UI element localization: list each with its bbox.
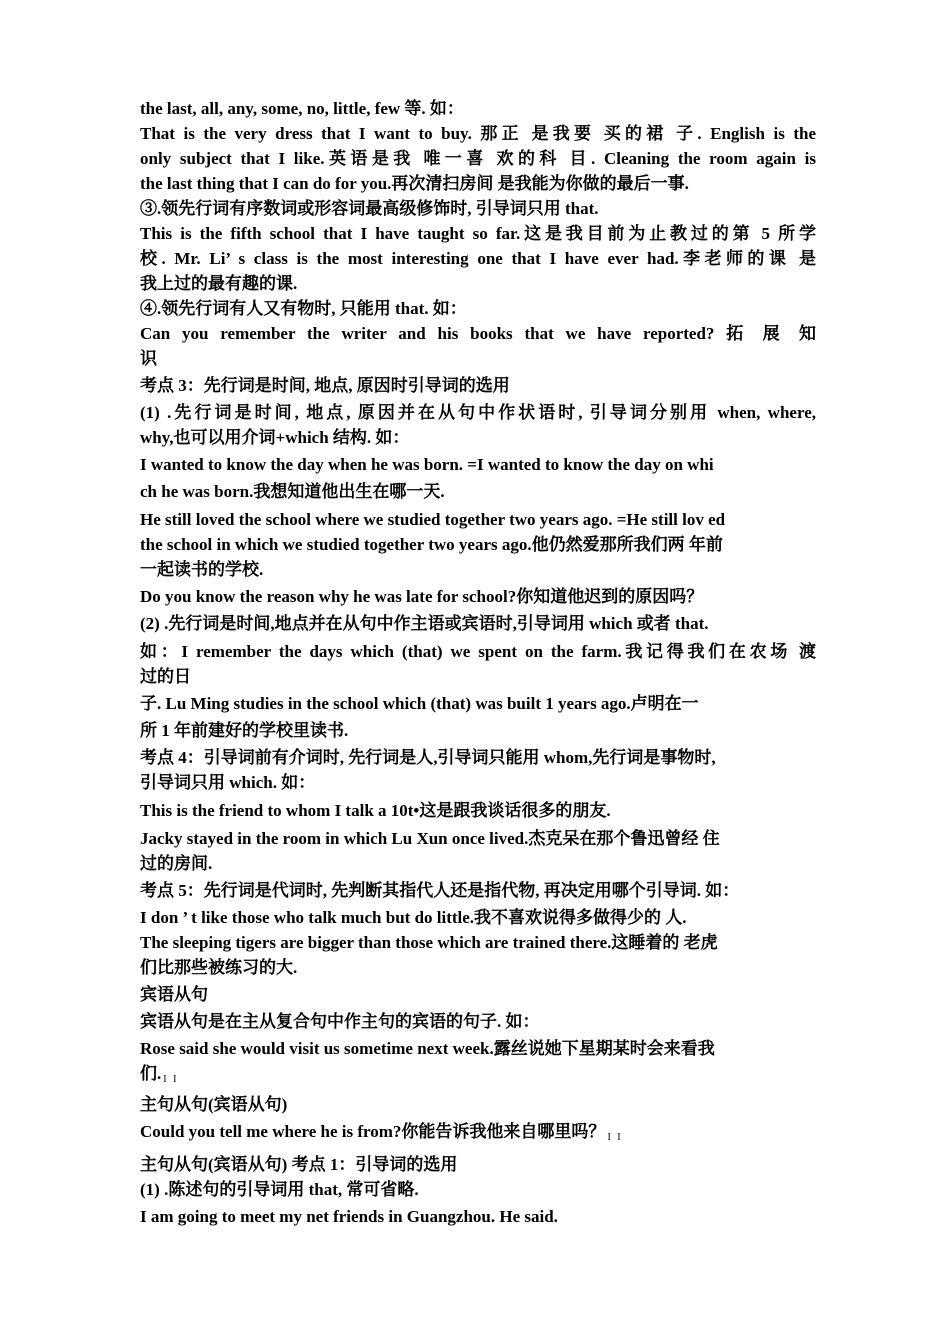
- text-line: 一起读书的学校.: [140, 560, 264, 579]
- text-line: That is the very dress that I want to buy. 那正 是我要 买的裙 子. English is the: [140, 124, 816, 143]
- text-line: 我上过的最有趣的课.: [140, 274, 298, 293]
- text-line: Jacky stayed in the room in which Lu Xun once lived.杰克呆在那个鲁迅曾经 住: [140, 829, 720, 848]
- text-line: I am going to meet my net friends in Guangzhou. He said.: [140, 1207, 558, 1226]
- text-line: 宾语从句是在主从复合句中作主句的宾语的句子. 如：: [140, 1012, 540, 1031]
- text-line: 考点 5：先行词是代词时, 先判断其指代人还是指代物, 再决定用哪个引导词. 如：: [140, 881, 740, 900]
- text-line: [140, 1119, 816, 1150]
- text-line: 校. Mr. Li’ s class is the most interesting one that I have ever had.李老师的课 是: [140, 249, 816, 268]
- text-line-main: Could you tell me where he is from?你能告诉我他来自哪里吗？: [140, 1122, 606, 1141]
- text-line: 过的房间.: [140, 854, 213, 873]
- text-line: ④.领先行词有人又有物时, 只能用 that. 如：: [140, 299, 467, 318]
- text-line: 考点 4：引导词前有介词时, 先行词是人,引导词只能用 whom,先行词是事物时,: [140, 748, 716, 767]
- text-line: only subject that I like.英语是我 唯一喜 欢的科 目. Cleaning the room again is: [140, 149, 816, 168]
- small-mark: I I: [607, 1132, 623, 1143]
- text-line: the last thing that I can do for you.再次清扫房间 是我能为你做的最后一事.: [140, 174, 689, 193]
- text-line: Do you know the reason why he was late for school?你知道他迟到的原因吗？: [140, 587, 704, 606]
- text-line: why,也可以用介词+which 结构. 如：: [140, 428, 410, 447]
- text-line: 引导词只用 which. 如：: [140, 773, 316, 792]
- text-line: I wanted to know the day when he was born. =I wanted to know the day on whi: [140, 455, 714, 474]
- text-line: 主句从句(宾语从句): [140, 1095, 288, 1114]
- text-line: 主句从句(宾语从句) 考点 1：引导词的选用: [140, 1155, 458, 1174]
- text-line: (1) .先行词是时间, 地点, 原因并在从句中作状语时, 引导词分别用 when, where,: [140, 403, 816, 422]
- text-line: 子. Lu Ming studies in the school which (that) was built 1 years ago.卢明在一: [140, 694, 699, 713]
- text-line: 考点 3：先行词是时间, 地点, 原因时引导词的选用: [140, 376, 510, 395]
- text-line-main: 们.: [140, 1064, 162, 1083]
- text-line: The sleeping tigers are bigger than those which are trained there.这睡着的 老虎: [140, 933, 718, 952]
- section-heading: 宾语从句: [140, 985, 208, 1004]
- text-line: 们比那些被练习的大.: [140, 958, 298, 977]
- text-line: ch he was born.我想知道他出生在哪一天.: [140, 482, 445, 501]
- text-line: This is the friend to whom I talk a 10t•这是跟我谈话很多的朋友.: [140, 801, 611, 820]
- text-line: 识: [140, 349, 157, 368]
- text-line: [140, 1061, 816, 1092]
- text-line: 过的日: [140, 667, 191, 686]
- small-mark: I I: [163, 1074, 179, 1085]
- text-line: 所 1 年前建好的学校里读书.: [140, 721, 349, 740]
- text-line: This is the fifth school that I have taught so far.这是我目前为止教过的第 5 所学: [140, 224, 816, 243]
- text-line: 如：I remember the days which (that) we spent on the farm.我记得我们在农场 渡: [140, 642, 816, 661]
- text-line: the school in which we studied together two years ago.他仍然爱那所我们两 年前: [140, 535, 723, 554]
- text-line: He still loved the school where we studied together two years ago. =He still lov ed: [140, 510, 726, 529]
- document-page: [140, 96, 816, 1229]
- text-line: ③.领先行词有序数词或形容词最高级修饰时, 引导词只用 that.: [140, 199, 599, 218]
- text-line: Can you remember the writer and his books that we have reported? 拓 展 知: [140, 324, 816, 343]
- text-line: the last, all, any, some, no, little, few 等. 如：: [140, 99, 464, 118]
- text-line: (1) .陈述句的引导词用 that, 常可省略.: [140, 1180, 419, 1199]
- text-line: Rose said she would visit us sometime next week.露丝说她下星期某时会来看我: [140, 1039, 715, 1058]
- text-line: (2) .先行词是时间,地点并在从句中作主语或宾语时,引导词用 which 或者 that.: [140, 614, 709, 633]
- text-line: I don ’ t like those who talk much but do little.我不喜欢说得多做得少的 人.: [140, 908, 687, 927]
